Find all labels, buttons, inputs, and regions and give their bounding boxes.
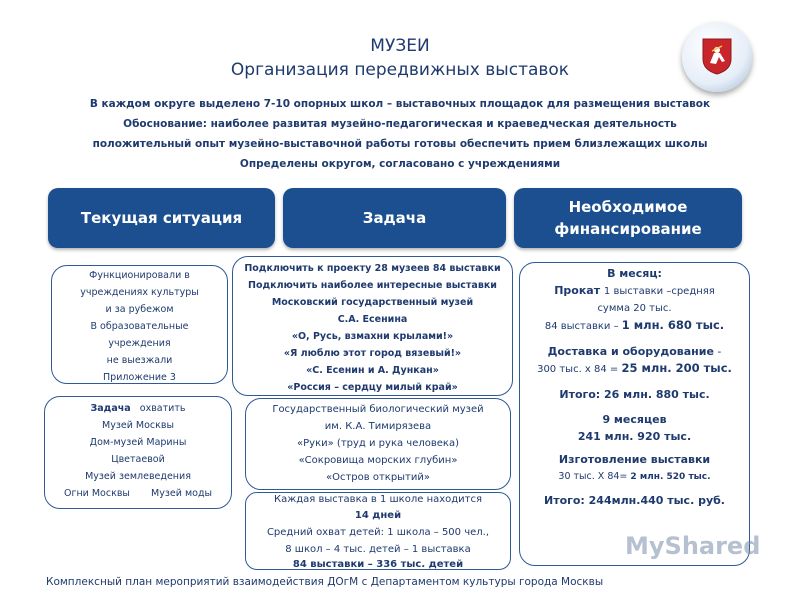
current-line: Функционировали в xyxy=(89,270,190,281)
manufacture-total: 2 млн. 520 тыс. xyxy=(630,472,711,482)
intro-line-4: Определены округом, согласовано с учреждениями xyxy=(239,158,561,170)
delivery-calc: 300 тыс. х 84 = xyxy=(537,364,622,375)
watermark: MyShared xyxy=(625,532,761,560)
coverage-line: Каждая выставка в 1 школе находится xyxy=(273,494,483,505)
rent-text: 1 выставки –средняя xyxy=(603,286,715,297)
coverage-line: Средний охват детей: 1 школа – 500 чел., xyxy=(266,527,490,538)
current-situation-box xyxy=(51,265,228,384)
coverage-line: 8 школ – 4 тыс. детей – 1 выставка xyxy=(285,544,471,555)
task-line: Подключить наиболее интересные выставки xyxy=(248,280,497,291)
months-sum: 241 млн. 920 тыс. xyxy=(577,430,692,443)
current-line: учреждениях культуры xyxy=(80,287,199,298)
header-current-situation: Текущая ситуация xyxy=(48,188,275,248)
task-line: Подключить к проекту 28 музеев 84 выставки xyxy=(244,263,501,274)
task-line: «Я люблю этот город вязевый!» xyxy=(283,348,462,359)
current-line: учреждения xyxy=(108,338,171,349)
bio-line: «Руки» (труд и рука человека) xyxy=(297,438,459,449)
moscow-emblem xyxy=(682,22,752,92)
months: 9 месяцев xyxy=(602,413,667,426)
bio-line: им. К.А. Тимирязева xyxy=(324,421,432,432)
intro-line-2: Обоснование: наиболее развитая музейно-педагогическая и краеведческая деятельность xyxy=(123,118,677,130)
delivery-dash: - xyxy=(713,345,722,358)
bio-line: Государственный биологический музей xyxy=(272,404,484,415)
task-coverage-box xyxy=(44,396,232,509)
header-task: Задача xyxy=(283,188,506,248)
task-line: Московский государственный музей xyxy=(271,297,474,308)
task-line: «С. Есенин и А. Дункан» xyxy=(306,365,439,376)
intro-line-1: В каждом округе выделено 7-10 опорных школ – выставочных площадок для размещения выставок xyxy=(89,98,711,110)
total-1: Итого: 26 млн. 880 тыс. xyxy=(559,388,710,401)
task-line: «Россия – сердцу милый край» xyxy=(287,382,458,393)
rent-label: Прокат xyxy=(554,284,604,297)
header-financing-line-2: финансирование xyxy=(554,220,702,238)
task-line: «О, Русь, взмахни крылами!» xyxy=(291,331,454,342)
rent-total: 1 млн. 680 тыс. xyxy=(621,318,725,332)
manufacture-calc: 30 тыс. Х 84= xyxy=(558,471,631,482)
coverage-line: 14 дней xyxy=(354,510,402,521)
museum-line: Огни Москвы Музей моды xyxy=(63,488,213,499)
museum-line: Дом-музей Марины xyxy=(89,437,187,448)
task-exhibitions-box xyxy=(232,256,513,396)
delivery-total: 25 млн. 200 тыс. xyxy=(621,361,732,375)
current-line: не выезжали xyxy=(106,355,173,366)
total-2: Итого: 244млн.440 тыс. руб. xyxy=(543,494,725,507)
intro-line-3: положительный опыт музейно-выставочной работы готовы обеспечить прием близлежащих школы xyxy=(92,138,708,150)
rent-sum: сумма 20 тыс. xyxy=(597,303,672,314)
current-line: и за рубежом xyxy=(105,304,174,315)
header-financing xyxy=(514,188,742,248)
delivery-label: Доставка и оборудование xyxy=(547,345,714,358)
moscow-coat-of-arms-icon xyxy=(701,37,733,75)
current-line: Приложение 3 xyxy=(103,372,176,383)
header-financing-line-1: Необходимое xyxy=(568,198,688,216)
museum-line: Цветаевой xyxy=(111,454,165,465)
museum-line: Музей Москвы xyxy=(102,420,174,431)
biology-museum-box xyxy=(245,398,511,490)
page-title: МУЗЕИ xyxy=(370,36,430,56)
current-line: В образовательные xyxy=(90,321,189,332)
page-subtitle: Организация передвижных выставок xyxy=(230,60,570,80)
museum-line: Музей землеведения xyxy=(85,471,191,482)
rent-count: 84 выставки – xyxy=(544,321,622,332)
bio-line: «Сокровища морских глубин» xyxy=(298,455,458,466)
task-label: Задача xyxy=(90,403,131,414)
coverage-box xyxy=(245,492,511,570)
financing-box xyxy=(519,262,750,566)
task-rest: охватить xyxy=(139,403,186,414)
footer-text: Комплексный план мероприятий взаимодействия ДОгМ с Департаментом культуры города Москвы xyxy=(46,576,604,588)
manufacture-label: Изготовление выставки xyxy=(558,453,711,466)
task-line: С.А. Есенина xyxy=(337,314,408,325)
per-month: В месяц: xyxy=(607,267,662,280)
coverage-line: 84 выставки – 336 тыс. детей xyxy=(292,559,464,570)
bio-line: «Остров открытий» xyxy=(325,472,431,483)
